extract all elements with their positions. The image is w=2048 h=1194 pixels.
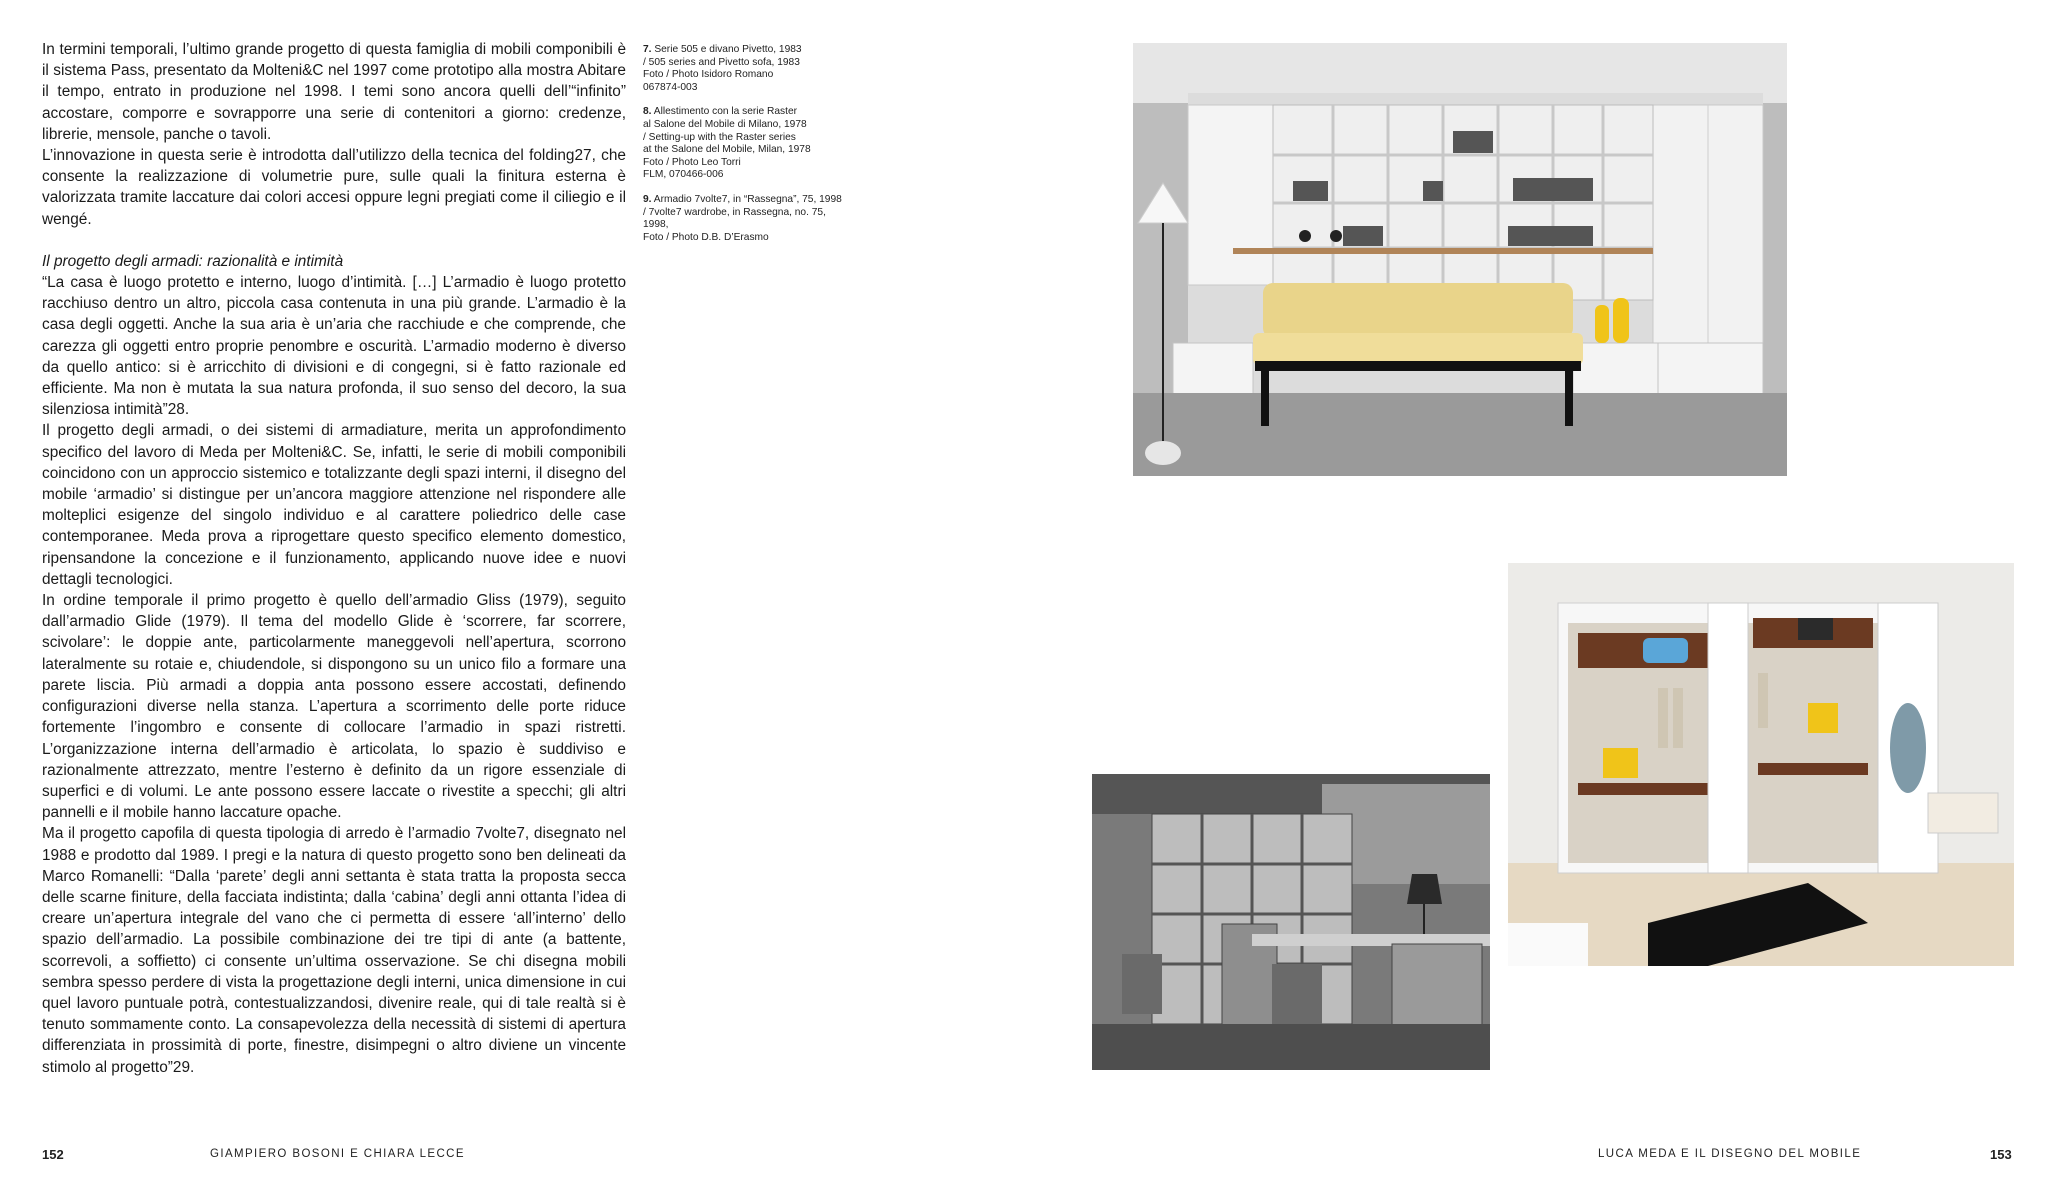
caption-line: / Setting-up with the Raster series	[643, 131, 796, 143]
paragraph: L’innovazione in questa serie è introdotta dall’utilizzo della tecnica del folding27, che consente la realizzazione di volumetrie pure, sulle quali la finitura esterna è valorizzata tramite laccature dai colori accesi oppure legni pregiati come il ciliegio e il wengé.	[42, 147, 626, 228]
page-number-right: 153	[1990, 1147, 2012, 1162]
caption-line: al Salone del Mobile di Milano, 1978	[643, 118, 807, 130]
caption-8	[643, 106, 843, 182]
section-subheading: Il progetto degli armadi: razionalità e intimità	[42, 252, 344, 270]
paragraph: “La casa è luogo protetto e interno, luogo d’intimità. […] L’armadio è luogo protetto racchiuso dentro un altro, piccola casa contenuta in una più grande. L’armadio è la casa degli oggetti. Anche la sua aria è un’aria che racchiude e che comprende, che carezza gli oggetti entro proprie penombre e oscurità. L’armadio moderno è diverso da quello antico: si è arricchito di divisioni e di congegni, si è fatto razionale ed efficiente. Ma non è mutata la sua natura profonda, il suo senso del decoro, la sua silenziosa intimità”28.	[42, 274, 626, 419]
paragraph: In termini temporali, l’ultimo grande progetto di questa famiglia di mobili componibili è il sistema Pass, presentato da Molteni&C nel 1997 come prototipo alla mostra Abitare il tempo, entrato in produzione nel 1998. I temi sono ancora quelli dell’“infinito” accostare, comporre e sovrapporre una serie di contenitori a giorno: credenze, librerie, mensole, panche o tavoli.	[42, 41, 626, 143]
caption-line: / 505 series and Pivetto sofa, 1983	[643, 56, 800, 68]
captions	[643, 44, 843, 256]
caption-number: 7.	[643, 44, 652, 55]
paragraph: Il progetto degli armadi, o dei sistemi di armadiature, merita un approfondimento specifico del lavoro di Meda per Molteni&C. Se, infatti, le serie di mobili componibili coincidono con un approccio sistemico e totalizzante degli spazi interni, il disegno del mobile ‘armadio’ si distingue per un’ancora maggiore attenzione nel rispondere alle molteplici esigenze del singolo individuo e al carattere poliedrico delle case contemporanee. Meda prova a riprogettare questo specifico elemento domestico, ripensandone la concezione e il funzionamento, applicando nuove idee e nuovi dettagli tecnologici.	[42, 422, 626, 588]
caption-line: / 7volte7 wardrobe, in Rassegna, no. 75, 1998,	[643, 206, 826, 231]
running-head-left: GIAMPIERO BOSONI E CHIARA LECCE	[210, 1148, 465, 1160]
photo-wardrobe-7volte7	[1508, 563, 2014, 966]
caption-line: FLM, 070466-006	[643, 169, 724, 181]
caption-number: 8.	[643, 106, 652, 118]
caption-line: Foto / Photo Isidoro Romano	[643, 69, 774, 81]
caption-line: Armadio 7volte7, in “Rassegna”, 75, 1998	[653, 193, 842, 205]
running-head-right: LUCA MEDA E IL DISEGNO DEL MOBILE	[1598, 1148, 1862, 1160]
paragraph: In ordine temporale il primo progetto è quello dell’armadio Gliss (1979), seguito dall’armadio Glide (1979). Il tema del modello Glide è ‘scorrere, far scorrere, scivolare’: le doppie ante, particolarmente maneggevoli nell’apertura, scorrono lateralmente su rotaie e, chiudendole, si dispongono su un unico filo a formare una parete liscia. Più armadi a doppia anta possono essere accostati, definendo configurazioni diverse nella stanza. L’apertura a scorrimento delle porte riduce fortemente l’ingombro e consente di collocare l’armadio in spazi ristretti. L’organizzazione interna dell’armadio è articolata, lo spazio è suddiviso e razionalmente attrezzato, mentre l’esterno è definito da un rigore essenziale di superfici e di volumi. Le ante possono essere laccate o rivestite a specchi; gli altri pannelli e il mobile hanno laccature opache.	[42, 592, 626, 822]
photo-sofa-shelving	[1133, 43, 1787, 476]
caption-7	[643, 44, 843, 94]
body-text	[42, 39, 626, 1078]
caption-line: Foto / Photo Leo Torri	[643, 156, 741, 168]
caption-number: 9.	[643, 193, 652, 205]
photo-raster-desk	[1092, 774, 1490, 1070]
paragraph: Ma il progetto capofila di questa tipologia di arredo è l’armadio 7volte7, disegnato nel 1988 e prodotto dal 1989. I pregi e la natura di questo progetto sono ben delineati da Marco Romanelli: “Dalla ‘parete’ degli anni settanta è stata tratta la proposta secca delle scarne finiture, della facciata indistinta; dalla ‘cabina’ degli anni ottanta l’idea di creare un’apertura integrale del vano che ci permetta di essere ‘all’interno’ dello spazio dell’armadio. La possibile combinazione dei tre tipi di ante (a battente, scorrevoli, a soffietto) ci consente un’ultima osservazione. Se chi disegna mobili sembra spesso perdere di vista la progettazione degli interni, unica dimensione in cui quel lavoro puntuale potrà, contestualizzandosi, divenire reale, qui di tale realtà si è tenuto sommamente conto. La consapevolezza della necessità di sistemi di apertura differenziata in prossimità di porte, finestre, disimpegni o altro diviene un vincente stimolo al progetto”29.	[42, 825, 626, 1076]
caption-line: at the Salone del Mobile, Milan, 1978	[643, 144, 811, 156]
caption-line: Serie 505 e divano Pivetto, 1983	[654, 44, 802, 55]
caption-line: Allestimento con la serie Raster	[653, 106, 798, 118]
caption-9	[643, 194, 843, 244]
caption-line: 067874-003	[643, 81, 698, 93]
page-number-left: 152	[42, 1147, 64, 1162]
caption-line: Foto / Photo D.B. D’Erasmo	[643, 231, 769, 243]
